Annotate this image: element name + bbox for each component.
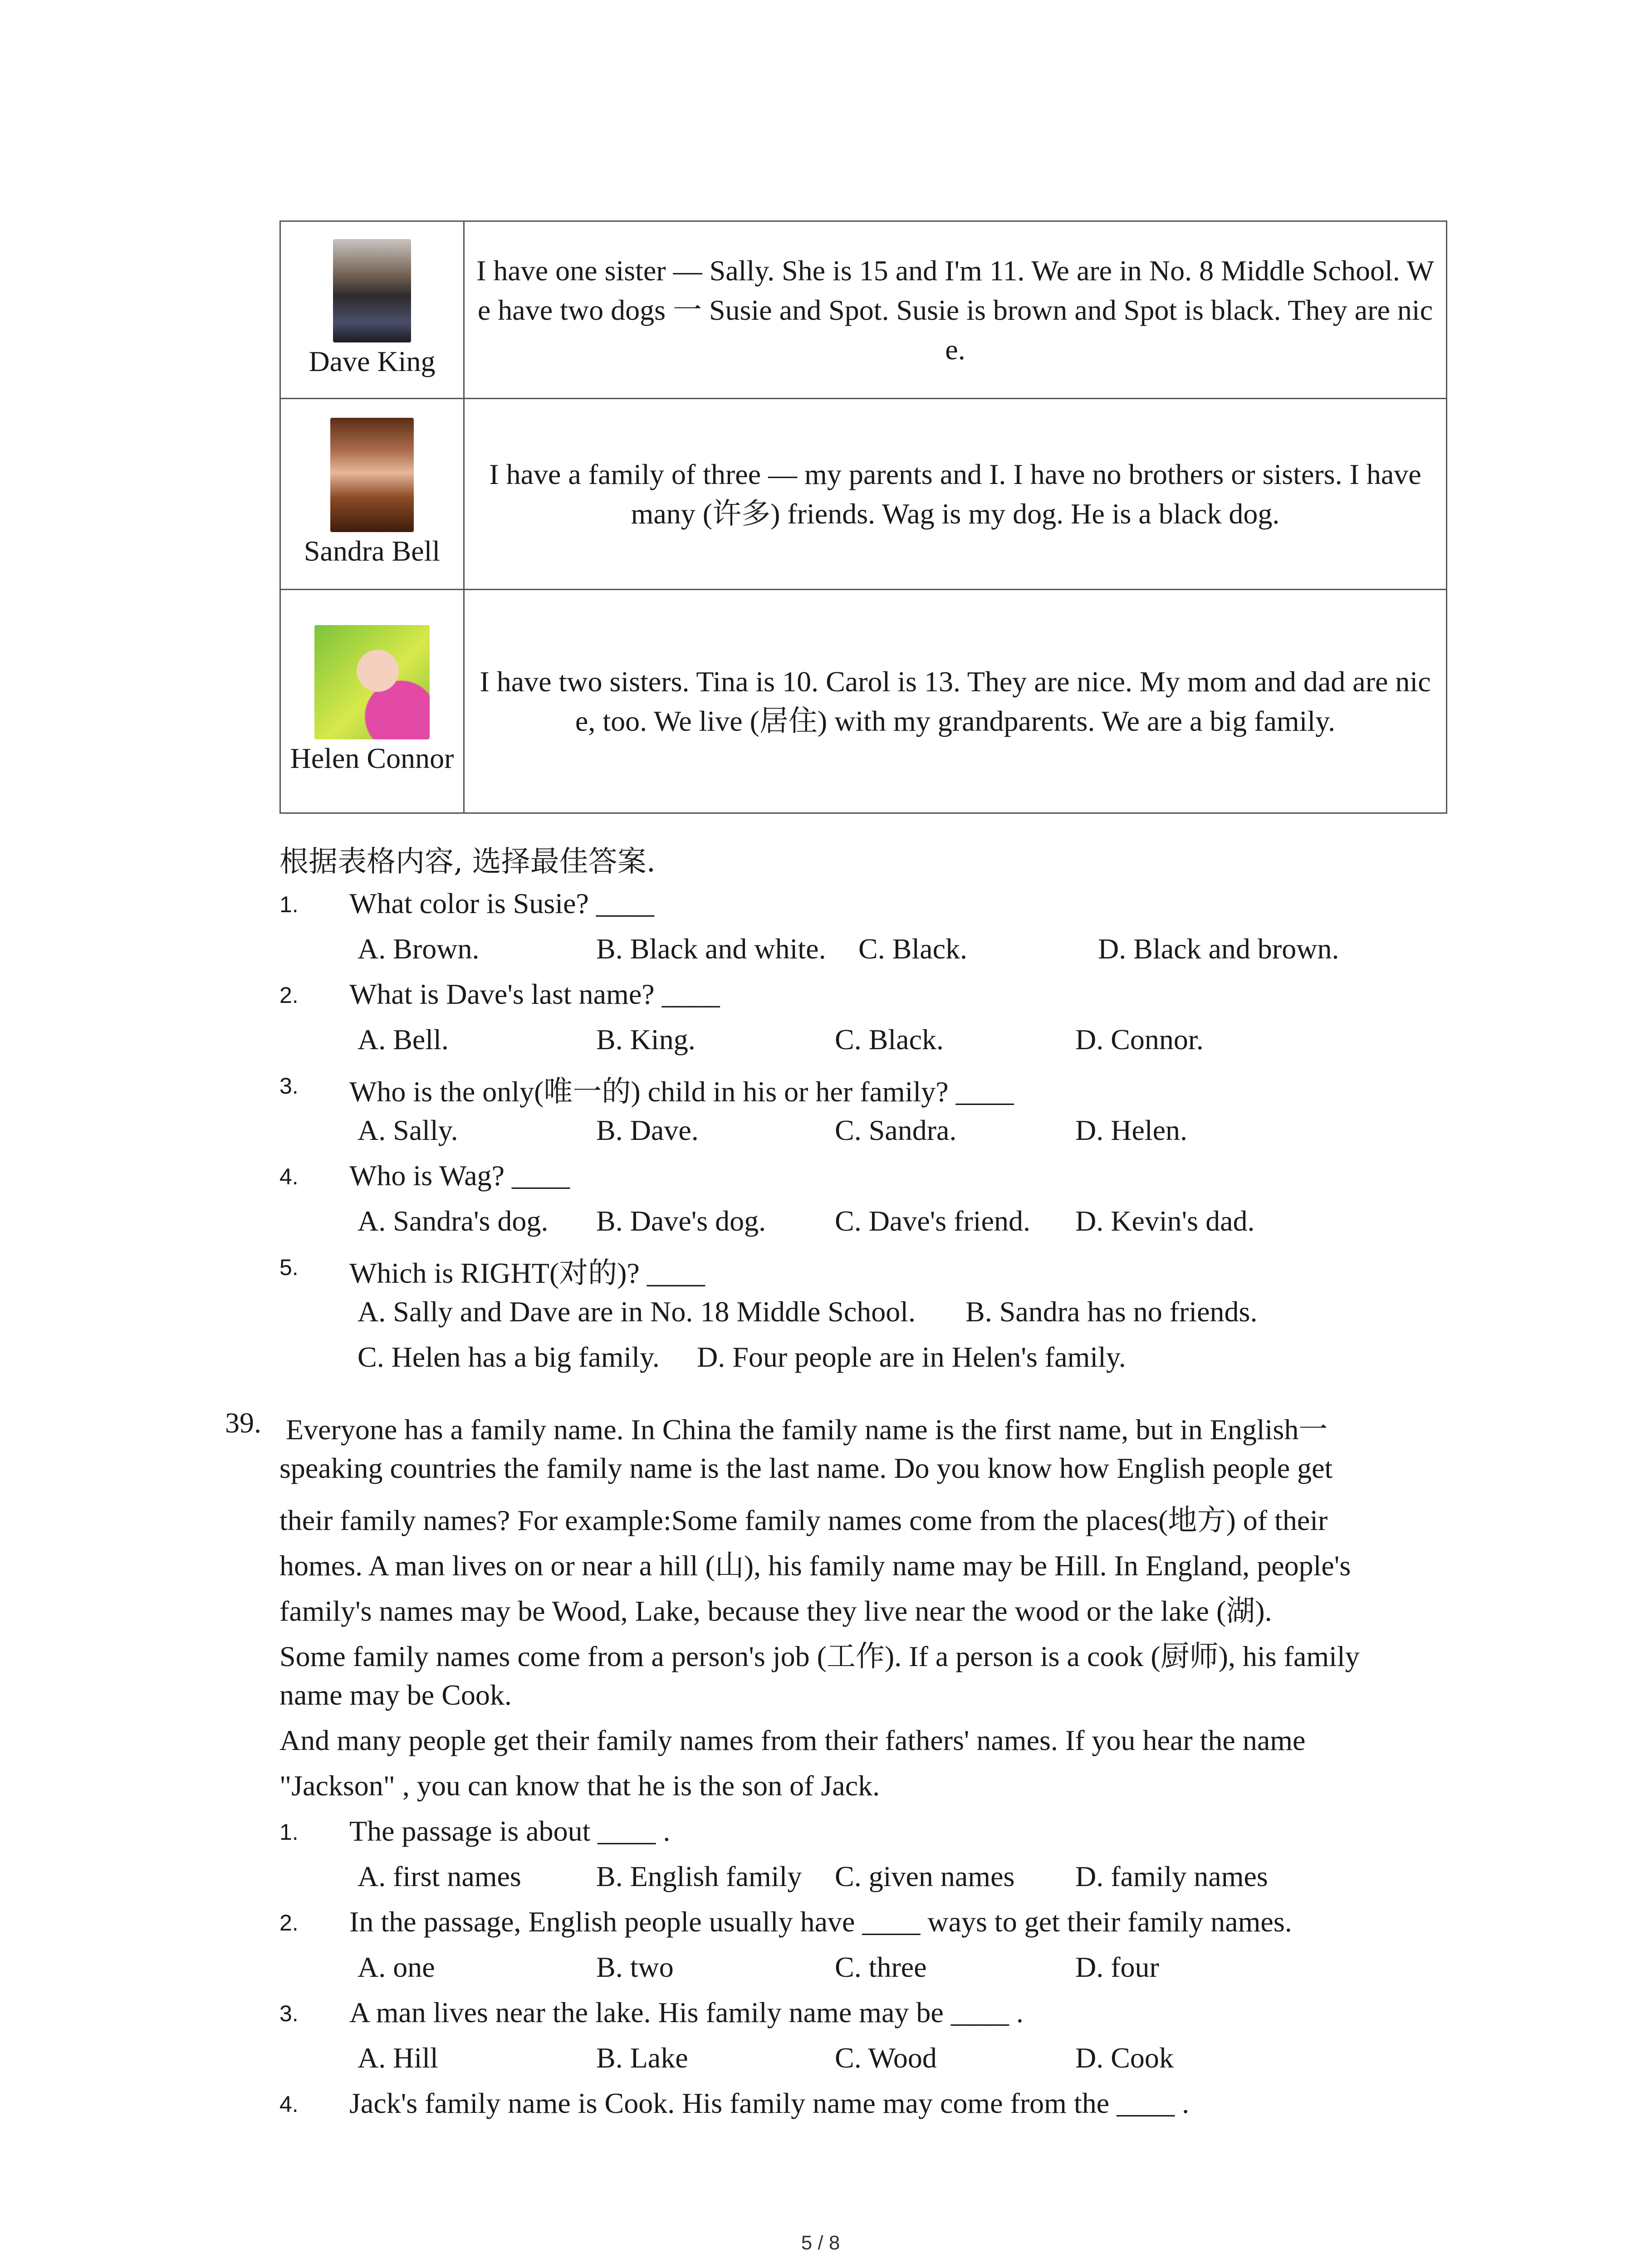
option-d[interactable]: D. Kevin's dad. — [1075, 1205, 1255, 1237]
page-number: 5 / 8 — [801, 2232, 840, 2254]
option-b[interactable]: B. King. — [596, 1023, 696, 1056]
person-name: Sandra Bell — [304, 535, 441, 567]
option-b[interactable]: B. Black and white. — [596, 933, 826, 965]
passage-line: And many people get their family names from their fathers' names. If you hear the name — [279, 1724, 1306, 1756]
name-cell — [280, 590, 464, 813]
description-cell: I have one sister — Sally. She is 15 and I'm 11. We are in No. 8 Middle School. We have two dogs 一 Susie and Spot. Susie is brown and Spot is black. They are nice. — [464, 221, 1447, 399]
question-text: What color is Susie? ____ — [349, 887, 654, 919]
option-c[interactable]: C. Sandra. — [835, 1114, 957, 1146]
table-row — [280, 399, 1447, 590]
option-d[interactable]: D. four — [1075, 1951, 1159, 1983]
passage-line: homes. A man lives on or near a hill (山), his family name may be Hill. In England, people's — [279, 1549, 1351, 1582]
option-c[interactable]: C. Wood — [835, 2042, 937, 2074]
option-d[interactable]: D. Cook — [1075, 2042, 1174, 2074]
profiles-table — [279, 220, 1447, 814]
girl-photo-icon — [330, 418, 414, 532]
question-number: 3. — [279, 1073, 299, 1099]
option-b[interactable]: B. Dave. — [596, 1114, 699, 1146]
option-a[interactable]: A. first names — [358, 1860, 521, 1892]
option-d[interactable]: D. Four people are in Helen's family. — [697, 1341, 1126, 1373]
option-a[interactable]: A. Sally. — [358, 1114, 458, 1146]
question-number: 2. — [279, 982, 299, 1008]
option-a[interactable]: A. one — [358, 1951, 435, 1983]
option-b[interactable]: B. Lake — [596, 2042, 688, 2074]
person-name: Helen Connor — [290, 742, 454, 774]
person-name: Dave King — [309, 345, 436, 377]
name-cell — [280, 399, 464, 590]
passage-line: Some family names come from a person's job (工作). If a person is a cook (厨师), his family — [279, 1640, 1360, 1672]
question-number: 4. — [279, 2092, 299, 2117]
question-text: A man lives near the lake. His family name may be ____ . — [349, 1996, 1024, 2028]
option-a[interactable]: A. Sally and Dave are in No. 18 Middle School. — [358, 1295, 916, 1328]
question-number: 3. — [279, 2001, 299, 2026]
question-number: 5. — [279, 1255, 299, 1280]
question-text: Which is RIGHT(对的)? ____ — [349, 1257, 705, 1289]
option-d[interactable]: D. Black and brown. — [1098, 933, 1339, 965]
option-b[interactable]: B. two — [596, 1951, 674, 1983]
option-a[interactable]: A. Bell. — [358, 1023, 449, 1056]
question-text: What is Dave's last name? ____ — [349, 978, 720, 1010]
boy-photo-icon — [333, 239, 411, 342]
question-number: 2. — [279, 1910, 299, 1936]
question-number: 1. — [279, 892, 299, 917]
question-number: 1. — [279, 1819, 299, 1845]
option-c[interactable]: C. Black. — [858, 933, 967, 965]
option-b[interactable]: B. Sandra has no friends. — [965, 1295, 1258, 1328]
option-d[interactable]: D. family names — [1075, 1860, 1268, 1892]
question-text: Who is Wag? ____ — [349, 1159, 570, 1192]
option-d[interactable]: D. Helen. — [1075, 1114, 1188, 1146]
option-c[interactable]: C. Dave's friend. — [835, 1205, 1030, 1237]
passage-line: "Jackson" , you can know that he is the son of Jack. — [279, 1769, 880, 1802]
table-row — [280, 590, 1447, 813]
table-row — [280, 221, 1447, 399]
option-d[interactable]: D. Connor. — [1075, 1023, 1204, 1056]
section-instructions: 根据表格内容, 选择最佳答案. — [279, 845, 656, 879]
option-c[interactable]: C. three — [835, 1951, 927, 1983]
option-a[interactable]: A. Hill — [358, 2042, 438, 2074]
passage-line: their family names? For example:Some family names come from the places(地方) of their — [279, 1504, 1328, 1536]
question-number: 4. — [279, 1164, 299, 1189]
passage-line: family's names may be Wood, Lake, because they live near the wood or the lake (湖). — [279, 1595, 1272, 1627]
question-text: In the passage, English people usually have ____ ways to get their family names. — [349, 1906, 1292, 1938]
name-cell — [280, 221, 464, 399]
option-c[interactable]: C. given names — [835, 1860, 1015, 1892]
option-c[interactable]: C. Black. — [835, 1023, 944, 1056]
option-b[interactable]: B. Dave's dog. — [596, 1205, 766, 1237]
option-b[interactable]: B. English family — [596, 1860, 802, 1892]
option-c[interactable]: C. Helen has a big family. — [358, 1341, 660, 1373]
passage-line: name may be Cook. — [279, 1679, 512, 1711]
passage-line: Everyone has a family name. In China the family name is the first name, but in English一 — [286, 1413, 1328, 1446]
description-cell: I have a family of three — my parents and I. I have no brothers or sisters. I have many (许多) friends. Wag is my dog. He is a black dog. — [464, 399, 1447, 590]
description-cell: I have two sisters. Tina is 10. Carol is 13. They are nice. My mom and dad are nice, too. We live (居住) with my grandparents. We are a big family. — [464, 590, 1447, 813]
option-a[interactable]: A. Brown. — [358, 933, 480, 965]
question-text: Who is the only(唯一的) child in his or her family? ____ — [349, 1075, 1014, 1108]
passage-line: speaking countries the family name is the last name. Do you know how English people get — [279, 1452, 1333, 1484]
question-text: The passage is about ____ . — [349, 1815, 671, 1847]
question-text: Jack's family name is Cook. His family name may come from the ____ . — [349, 2087, 1190, 2119]
little-girl-photo-icon — [314, 625, 430, 739]
option-a[interactable]: A. Sandra's dog. — [358, 1205, 549, 1237]
question-group-number: 39. — [225, 1407, 261, 1439]
